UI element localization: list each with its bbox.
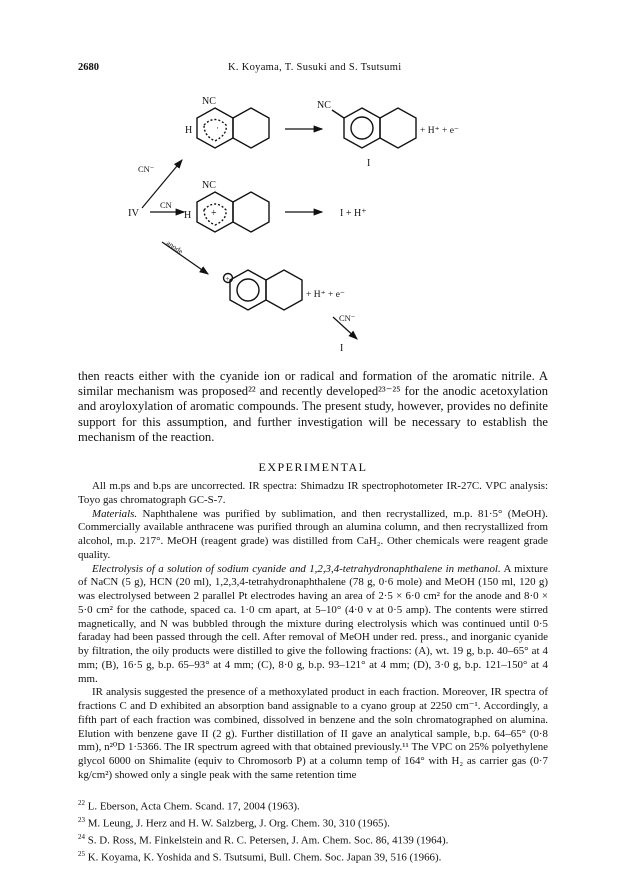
middle-nc: NC [202,180,216,191]
experimental-section [78,480,548,783]
discussion-paragraph: then reacts either with the cyanide ion or radical and formation of the aromatic nitrile. A similar mechanism was proposed²² and recently developed²³⁻²⁵ for the anodic acetoxylation and aroyloxylation of aromatic compounds. The present study, however, provides no definite support for this assumption, and further investigation will be necessary to establish the mechanism of the reaction. [78,369,548,444]
footnotes [78,797,548,865]
middle-right-product: I + H⁺ [340,208,367,219]
reference-number: 25 [78,850,85,859]
section-title: EXPERIMENTAL [258,460,368,474]
top-left-radical: · [216,123,219,133]
electrolysis-paragraph [78,563,548,687]
materials-label: Materials. [92,507,138,520]
middle-plus-charge: + [211,208,217,219]
reference-text: S. D. Ross, M. Finkelstein and R. C. Petersen, J. Am. Chem. Soc. 86, 4139 (1964). [87,834,449,847]
reference-item [78,848,548,865]
top-left-h: H [185,125,193,136]
reference-item [78,797,548,814]
reference-text: K. Koyama, K. Yoshida and S. Tsutsumi, Bull. Chem. Soc. Japan 39, 516 (1966). [87,851,442,864]
author-line: K. Koyama, T. Susuki and S. Tsutsumi [228,62,402,73]
bottom-structure [224,270,303,310]
electrolysis-label: Electrolysis of a solution of sodium cyanide and 1,2,3,4-tetrahydronaphthalene in methanol. [92,562,501,575]
reference-number: 24 [78,833,85,842]
middle-reactant: IV [128,208,140,219]
main-paragraph [78,369,548,445]
bottom-plus-charge: + [225,274,230,283]
middle-structure [197,192,269,232]
ir-paragraph: IR analysis suggested the presence of a methoxylated product in each fraction. Moreover, IR spectra of fractions C and D exhibited an absorption band assignable to a cyano group at 2250 cm⁻¹. Accordingly, a fifth part of each fraction was combined, dissolved in benzene and the soln chromatographed on alumina. Elution with benzene gave II (2 g). Further distillation of II gave an analytical sample, b.p. 64–65° (0·8 mm), n²⁰D 1·5366. The IR spectrum agreed with that obtained previously.¹¹ The VPC on 25% polyethylene glycol 6000 on Shimalite (equiv to Chromosorb P) at a column temp of 164° with H₂ as carrier gas (0·7 kg/cm²) showed only a single peak with the same retention time [78,686,548,781]
materials-paragraph [78,508,548,563]
reaction-scheme [100,92,500,354]
top-right-nc: NC [317,100,331,111]
middle-arrow-label: CN [160,200,172,210]
upper-cn-minus: CN⁻ [138,164,155,174]
top-product-label: I [367,158,371,169]
reference-item [78,814,548,831]
reference-number: 23 [78,816,85,825]
top-right-structure [332,108,416,148]
top-right-tail: + H⁺ + e⁻ [420,126,459,136]
electrolysis-text: A mixture of NaCN (5 g), HCN (20 ml), 1,2,3,4-tetrahydronaphthalene (78 g, 0·6 mole) and MeOH (150 ml, 120 g) was electrolysed between 2 parallel Pt electrodes having an area of 2·5 × 6·0 cm² for the anode and 8·0 × 5·0 cm² for the cathode, spaced ca. 1·0 cm apart, at 5–10° (4·0 v at 0·5 amp). The contents were stirred magnetically, and N was bubbled through the mixture during electrolysis which was continued until 0·5 faraday had been passed through the cell. After removal of MeOH under red. press., and inorganic cyanide by filtration, the oily products were distilled to give the following fractions: (A), wt. 19 g, b.p. 40–65° at 4 mm; (B), 16·5 g, b.p. 65–93° at 4 mm; (C), 8·0 g, b.p. 93–121° at 4 mm; (D), 3·0 g, b.p. 121–150° at 4 mm. [78,562,548,685]
reference-number: 22 [78,799,85,807]
instrumentation-paragraph: All m.ps and b.ps are uncorrected. IR spectra: Shimadzu IR spectrophotometer IR-27C. VPC analysis: Toyo gas chromatograph GC-S-7. [78,480,548,506]
bottom-product-label: I [340,343,344,354]
reference-text: M. Leung, J. Herz and H. W. Salzberg, J. Org. Chem. 30, 310 (1965). [87,817,390,830]
page-number: 2680 [78,62,99,73]
bottom-cn-minus: CN⁻ [339,313,356,323]
materials-text: Naphthalene was purified by sublimation, and then recrystallized, m.p. 81·5° (MeOH). Commercially available anthracene was purified through an alumina column, and then recrystallized from alcohol, m.p. 217°. MeOH (reagent grade) was distilled from CaH₂. Other chemicals were reagent grade quality. [78,507,548,561]
reference-text: L. Eberson, Acta Chem. Scand. 17, 2004 (1963). [87,800,300,813]
top-left-nc: NC [202,96,216,107]
bottom-tail: + H⁺ + e⁻ [306,290,345,300]
middle-h: H [184,210,192,221]
anode-label: anode [164,238,185,256]
top-left-structure [197,108,269,148]
reference-item [78,831,548,848]
